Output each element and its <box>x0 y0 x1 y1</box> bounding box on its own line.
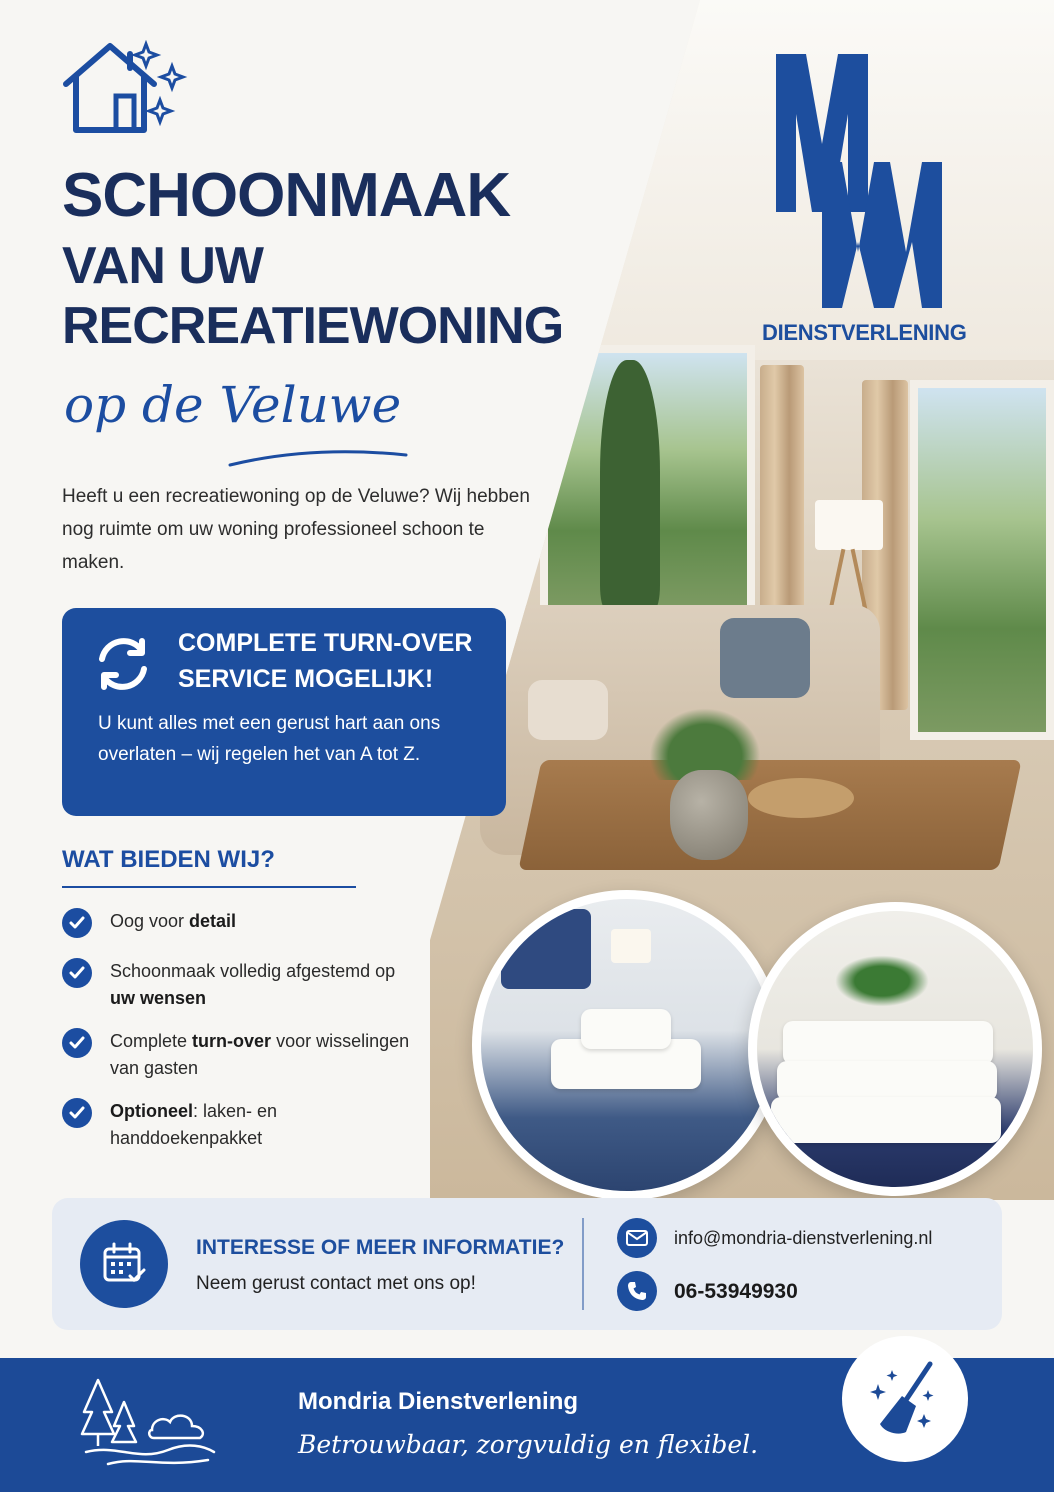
underline-swoosh <box>228 445 408 469</box>
broom-sparkle-icon <box>842 1336 968 1462</box>
offer-heading: WAT BIEDEN WIJ? <box>62 846 275 873</box>
mail-icon <box>617 1218 657 1258</box>
vase <box>670 770 748 860</box>
tray <box>748 778 854 818</box>
headline-script: op de Veluwe <box>64 376 402 434</box>
company-name: Mondria Dienstverlening <box>298 1388 579 1415</box>
coffee-table <box>518 760 1021 870</box>
logo-subtitle: DIENSTVERLENING <box>762 320 967 345</box>
bedroom-photo <box>472 890 782 1200</box>
phone-icon <box>617 1271 657 1311</box>
turnover-heading: COMPLETE TURN-OVER SERVICE MOGELIJK! <box>178 629 473 693</box>
turnover-body: U kunt alles met een gerust hart aan ons overlaten – wij regelen het van A tot Z. <box>98 713 441 765</box>
sync-icon <box>92 633 154 695</box>
footer <box>0 1358 1054 1492</box>
turnover-service-box <box>62 608 506 816</box>
mw-logo <box>762 52 958 322</box>
check-icon <box>62 1098 92 1128</box>
contact-heading: INTERESSE OF MEER INFORMATIE? <box>196 1236 565 1259</box>
headline-line-3: RECREATIEWONING <box>62 297 564 355</box>
trees-landscape-icon <box>78 1372 218 1468</box>
headline-line-2: VAN UW <box>62 237 264 295</box>
contact-bar <box>52 1198 1002 1330</box>
check-icon <box>62 908 92 938</box>
patio-door <box>910 380 1054 740</box>
check-icon <box>62 1028 92 1058</box>
contact-divider <box>582 1218 584 1310</box>
flyer: SCHOONMAAK VAN UW RECREATIEWONING op de Veluwe Heeft u een recreatiewoning op de Veluwe? Wij hebben nog ruimte om uw woning professioneel schoon te maken. COMPLETE TURN-OVER SERVICE MOGELIJK! U kunt alles met een gerust hart aan ons overlaten – wij regelen het van A tot Z. WAT BIEDEN WIJ? Oog voor detail Schoonmaak volledig afgestemd op uw wensen Complete turn-over voor wisselingen van gasten Optioneel: laken- en handdoekenpakket DIENSTVERLENING INTERESSE OF MEER INFORMATIE? Neem gerust contact met ons op! info@mondria-dienstverlening.nl 06-53949930 Mondria Dienstverlening Betrouwbaar, zorgvuldig en flexibel. <box>0 0 1054 1492</box>
company-tagline: Betrouwbaar, zorgvuldig en flexibel. <box>298 1430 759 1459</box>
phone-link[interactable]: 06-53949930 <box>674 1280 798 1303</box>
email-link[interactable]: info@mondria-dienstverlening.nl <box>674 1228 933 1248</box>
calendar-icon <box>80 1220 168 1308</box>
headline-line-1: SCHOONMAAK <box>62 161 511 230</box>
plant <box>640 700 770 780</box>
check-icon <box>62 958 92 988</box>
offer-divider <box>62 886 356 888</box>
towels-photo <box>748 902 1042 1196</box>
contact-subtext: Neem gerust contact met ons op! <box>196 1273 476 1294</box>
house-sparkle-icon <box>58 40 188 136</box>
floor-lamp <box>815 500 883 550</box>
intro-text: Heeft u een recreatiewoning op de Veluwe? Wij hebben nog ruimte om uw woning professioneel schoon te maken. <box>62 486 530 573</box>
